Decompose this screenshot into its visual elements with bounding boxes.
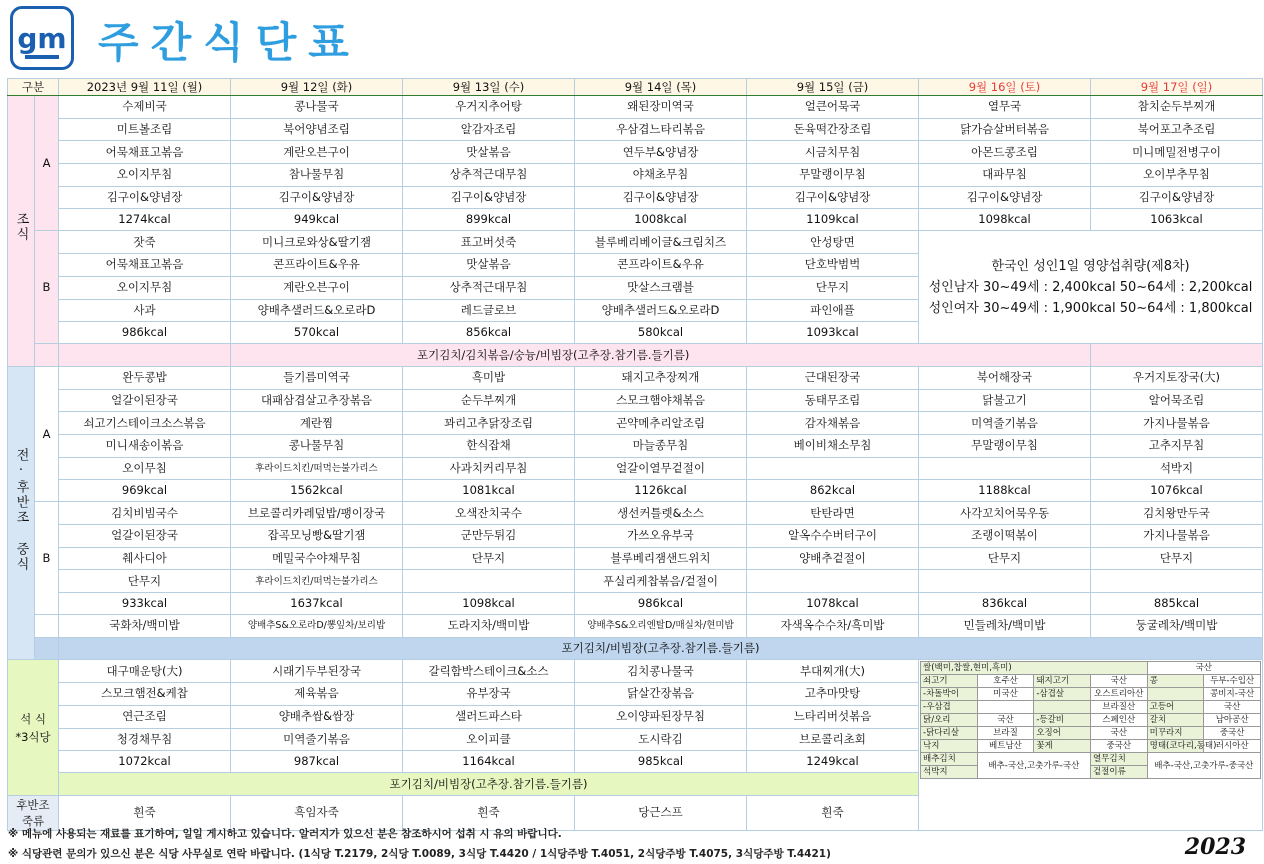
menu-item: 췌사디아 <box>59 547 231 570</box>
kcal-value: 1637kcal <box>231 593 403 615</box>
menu-item: 미니새송이볶음 <box>59 434 231 457</box>
menu-item: 레드글로브 <box>403 299 575 322</box>
menu-item: 파인애플 <box>747 299 919 322</box>
menu-item: 미트볼조림 <box>59 118 231 141</box>
menu-item: 무말랭이무침 <box>747 164 919 187</box>
menu-item: 완두콩밥 <box>59 366 231 389</box>
menu-item: 블루베리잼샌드위치 <box>575 547 747 570</box>
menu-item: 마늘종무침 <box>575 434 747 457</box>
menu-item: 느타리버섯볶음 <box>747 705 919 728</box>
porridge-item: 흰죽 <box>403 795 575 830</box>
origin-cell: 러시아산 <box>1204 740 1261 753</box>
menu-item: 탄탄라면 <box>747 502 919 525</box>
menu-item: 고추마맛탕 <box>747 683 919 706</box>
table-row <box>8 525 1263 548</box>
menu-item <box>403 570 575 593</box>
origin-cell: 돼지고기 <box>1034 675 1091 688</box>
kcal-value: 1098kcal <box>919 209 1091 231</box>
menu-item: 얼갈이된장국 <box>59 525 231 548</box>
nutrition-male: 성인남자 30~49세 : 2,400kcal 50~64세 : 2,200kcal <box>928 279 1253 295</box>
menu-item: 미니메밀전병구이 <box>1091 141 1263 164</box>
menu-item: 연근조림 <box>59 705 231 728</box>
group-label-B: B <box>35 502 59 615</box>
menu-item: 참치순두부찌개 <box>1091 96 1263 119</box>
menu-item: 김치콩나물국 <box>575 660 747 683</box>
menu-item <box>747 457 919 480</box>
menu-item: 돼지고추장찌개 <box>575 366 747 389</box>
menu-item: 단무지 <box>59 570 231 593</box>
origin-cell: -삼겹살 <box>1034 688 1091 701</box>
table-row <box>8 96 1263 119</box>
day-header: 9월 12일 (화) <box>231 79 403 96</box>
menu-item: 수제비국 <box>59 96 231 119</box>
menu-item: 김구이&양념장 <box>403 186 575 209</box>
kcal-value: 933kcal <box>59 593 231 615</box>
table-row <box>8 164 1263 187</box>
menu-item: 오이양파된장무침 <box>575 705 747 728</box>
menu-item: 김치왕만두국 <box>1091 502 1263 525</box>
porridge-item: 당근스프 <box>575 795 747 830</box>
menu-item: 조랭이떡볶이 <box>919 525 1091 548</box>
menu-item: 블루베리베이글&크림치즈 <box>575 231 747 254</box>
menu-item: 후라이드치킨/떠먹는불가리스 <box>231 457 403 480</box>
porridge-item: 흑임자죽 <box>231 795 403 830</box>
table-row <box>8 118 1263 141</box>
menu-item: 대패삼겹살고추장볶음 <box>231 389 403 412</box>
origin-cell: -닭다리살 <box>921 727 978 740</box>
porridge-item: 흰죽 <box>59 795 231 830</box>
origin-cell: 베트남산 <box>977 740 1034 753</box>
kcal-value: 987kcal <box>231 751 403 773</box>
menu-item: 김구이&양념장 <box>59 186 231 209</box>
kcal-value: 1081kcal <box>403 480 575 502</box>
menu-item: 메밀국수야채무침 <box>231 547 403 570</box>
origin-cell: 국산 <box>1090 727 1147 740</box>
origin-cell: 국산 <box>977 714 1034 727</box>
origin-cell: 쇠고기 <box>921 675 978 688</box>
day-header: 9월 13일 (수) <box>403 79 575 96</box>
origin-cell: 고등어 <box>1147 701 1204 714</box>
menu-item <box>919 570 1091 593</box>
origin-cell: 중국산 <box>1090 740 1147 753</box>
menu-item: 유부장국 <box>403 683 575 706</box>
menu-item: 어묵채표고볶음 <box>59 254 231 277</box>
table-row <box>8 209 1263 231</box>
origin-cell: 콩비지-국산 <box>1204 688 1261 701</box>
nutrition-title: 한국인 성인1일 영양섭취량(제8차) <box>991 258 1190 274</box>
table-row <box>8 637 1263 660</box>
menu-item: 잣죽 <box>59 231 231 254</box>
kcal-value: 1076kcal <box>1091 480 1263 502</box>
group-label-A: A <box>35 366 59 501</box>
section-label: 전·후반조 중식 <box>13 447 29 572</box>
menu-item: 북어해장국 <box>919 366 1091 389</box>
menu-item: 열무국 <box>919 96 1091 119</box>
menu-item: 우거지추어탕 <box>403 96 575 119</box>
page-header <box>8 4 608 74</box>
notes <box>8 824 831 864</box>
menu-item: 오이무침 <box>59 457 231 480</box>
menu-item: 양배추샐러드&오로라D <box>231 299 403 322</box>
tea-rice: 자색옥수수차/흑미밥 <box>747 615 919 638</box>
origin-cell <box>1147 688 1204 701</box>
menu-item: 대구매운탕(大) <box>59 660 231 683</box>
kcal-value: 1109kcal <box>747 209 919 231</box>
menu-item: 맛살볶음 <box>403 254 575 277</box>
logo-text: gm <box>17 21 67 55</box>
menu-item <box>747 570 919 593</box>
table-row <box>8 593 1263 615</box>
kcal-value: 1072kcal <box>59 751 231 773</box>
menu-item: 김구이&양념장 <box>231 186 403 209</box>
menu-item: 양배추겉절이 <box>747 547 919 570</box>
kcal-value: 1164kcal <box>403 751 575 773</box>
menu-item: 미니크로와상&딸기잼 <box>231 231 403 254</box>
spacer-cell <box>59 344 231 367</box>
tea-rice: 양배추S&오리엔탈D/매실차/현미밥 <box>575 615 747 638</box>
nutrition-info <box>919 231 1263 344</box>
origin-cell: 미꾸라지 <box>1147 727 1204 740</box>
signature-2023: 2023 <box>1184 834 1246 860</box>
day-header: 9월 14일 (목) <box>575 79 747 96</box>
menu-item: 샐러드파스타 <box>403 705 575 728</box>
origin-cell: 꽃게 <box>1034 740 1091 753</box>
menu-item: 제육볶음 <box>231 683 403 706</box>
kcal-value: 1098kcal <box>403 593 575 615</box>
menu-item: 생선커틀렛&소스 <box>575 502 747 525</box>
menu-item: 브로콜리카레덮밥/팽이장국 <box>231 502 403 525</box>
origin-cell: 국산 <box>1204 701 1261 714</box>
origin-cell: 갈치 <box>1147 714 1204 727</box>
kcal-value: 1274kcal <box>59 209 231 231</box>
tea-rice: 민들레차/백미밥 <box>919 615 1091 638</box>
menu-item: 계란오븐구이 <box>231 141 403 164</box>
menu-item: 동태무조림 <box>747 389 919 412</box>
menu-item: 단무지 <box>747 276 919 299</box>
table-row <box>8 231 1263 254</box>
porridge-item: 흰죽 <box>747 795 919 830</box>
menu-item: 안성탕면 <box>747 231 919 254</box>
menu-item: 표고버섯죽 <box>403 231 575 254</box>
menu-item: 오이피클 <box>403 728 575 751</box>
menu-item: 김치비빔국수 <box>59 502 231 525</box>
menu-item: 오이지무침 <box>59 164 231 187</box>
origin-table <box>919 660 1263 830</box>
menu-item: 대파무침 <box>919 164 1091 187</box>
menu-item: 닭살간장볶음 <box>575 683 747 706</box>
menu-item: 들기름미역국 <box>231 366 403 389</box>
menu-item: 꽈리고추닭장조림 <box>403 412 575 435</box>
kcal-value: 885kcal <box>1091 593 1263 615</box>
origin-cell <box>1034 701 1091 714</box>
page-title: 주간식단표 <box>98 18 361 67</box>
spacer-cell <box>35 615 59 638</box>
table-row <box>8 141 1263 164</box>
menu-item: 왜된장미역국 <box>575 96 747 119</box>
table-row <box>8 660 1263 683</box>
menu-item: 후라이드치킨/떠먹는불가리스 <box>231 570 403 593</box>
table-row <box>8 186 1263 209</box>
menu-item: 무말랭이무침 <box>919 434 1091 457</box>
header-label: 구분 <box>8 79 59 96</box>
menu-item: 계란찜 <box>231 412 403 435</box>
note-contact: ※ 식당관련 문의가 있으신 분은 식당 사무실로 연락 바랍니다. (1식당 T.2179, 2식당 T.0089, 3식당 T.4420 / 1식당주방 T.4051, 2식당주방 T.4075, 3식당주방 T.4421) <box>8 848 831 860</box>
menu-item: 닭불고기 <box>919 389 1091 412</box>
menu-item: 베이비채소무침 <box>747 434 919 457</box>
menu-item: 흑미밥 <box>403 366 575 389</box>
origin-info <box>920 661 1261 779</box>
origin-value: 배추-국산,고춧가루-국산 <box>977 753 1090 779</box>
menu-item: 단무지 <box>1091 547 1263 570</box>
lunch-common: 포기김치/비빔장(고추장.참기름.들기름) <box>59 637 1263 660</box>
menu-item: 가쓰오유부국 <box>575 525 747 548</box>
table-row <box>8 366 1263 389</box>
menu-item: 닭가슴살버터볶음 <box>919 118 1091 141</box>
origin-label: 석박지 <box>921 766 978 779</box>
section-dinner: 석 식 *3식당 <box>8 660 59 795</box>
spacer-cell <box>35 637 59 660</box>
origin-cell: -우삼겹 <box>921 701 978 714</box>
table-row <box>8 344 1263 367</box>
kcal-value: 985kcal <box>575 751 747 773</box>
menu-item: 알어묵조림 <box>1091 389 1263 412</box>
menu-item: 오색잔치국수 <box>403 502 575 525</box>
menu-item: 순두부찌개 <box>403 389 575 412</box>
table-row <box>8 547 1263 570</box>
kcal-value: 1249kcal <box>747 751 919 773</box>
menu-item: 김구이&양념장 <box>747 186 919 209</box>
dinner-common: 포기김치/비빔장(고추장.참기름.들기름) <box>59 773 919 796</box>
tea-rice: 양배추S&오로라D/뽕잎차/보리밥 <box>231 615 403 638</box>
menu-item: 참나물무침 <box>231 164 403 187</box>
kcal-value: 580kcal <box>575 322 747 344</box>
table-row <box>8 502 1263 525</box>
menu-item: 김구이&양념장 <box>575 186 747 209</box>
kcal-value: 1188kcal <box>919 480 1091 502</box>
menu-item <box>1091 570 1263 593</box>
origin-cell: 중국산 <box>1204 727 1261 740</box>
kcal-value: 969kcal <box>59 480 231 502</box>
table-row <box>8 615 1263 638</box>
origin-cell: 콩 <box>1147 675 1204 688</box>
day-header: 2023년 9월 11일 (월) <box>59 79 231 96</box>
origin-cell: 오징어 <box>1034 727 1091 740</box>
menu-item: 김구이&양념장 <box>919 186 1091 209</box>
menu-item: 스모크햄전&케찹 <box>59 683 231 706</box>
origin-value: 배추-국산,고춧가루-중국산 <box>1147 753 1260 779</box>
table-row <box>8 457 1263 480</box>
kcal-value: 570kcal <box>231 322 403 344</box>
table-row <box>8 79 1263 96</box>
menu-item: 얼갈이된장국 <box>59 389 231 412</box>
menu-item: 콩나물국 <box>231 96 403 119</box>
menu-item: 오이부추무침 <box>1091 164 1263 187</box>
menu-item: 스모크햄야채볶음 <box>575 389 747 412</box>
day-header: 9월 16일 (토) <box>919 79 1091 96</box>
menu-item: 상추적근대무침 <box>403 164 575 187</box>
menu-item: 아몬드콩조림 <box>919 141 1091 164</box>
menu-item: 오이지무침 <box>59 276 231 299</box>
menu-item: 콩나물무침 <box>231 434 403 457</box>
menu-item: 우거지토장국(大) <box>1091 366 1263 389</box>
menu-item: 미역줄기볶음 <box>231 728 403 751</box>
tea-rice: 둥굴레차/백미밥 <box>1091 615 1263 638</box>
kcal-value: 836kcal <box>919 593 1091 615</box>
origin-label: 배추김치 <box>921 753 978 766</box>
company-logo <box>10 6 74 70</box>
menu-item: 사과치커리무침 <box>403 457 575 480</box>
menu-item: 쇠고기스테이크소스볶음 <box>59 412 231 435</box>
menu-item: 북어포고추조림 <box>1091 118 1263 141</box>
origin-cell <box>977 701 1034 714</box>
menu-item: 청경채무침 <box>59 728 231 751</box>
menu-item: 우삼겹느타리볶음 <box>575 118 747 141</box>
menu-item: 잡곡모닝빵&딸기잼 <box>231 525 403 548</box>
section-breakfast <box>8 96 35 367</box>
menu-item: 감자채볶음 <box>747 412 919 435</box>
menu-item: 김구이&양념장 <box>1091 186 1263 209</box>
menu-item: 푸실리케찹볶음/겉절이 <box>575 570 747 593</box>
menu-item: 부대찌개(大) <box>747 660 919 683</box>
menu-item: 군만두튀김 <box>403 525 575 548</box>
tea-rice: 도라지차/백미밥 <box>403 615 575 638</box>
origin-cell: 낙지 <box>921 740 978 753</box>
kcal-value: 856kcal <box>403 322 575 344</box>
menu-item: 시래기두부된장국 <box>231 660 403 683</box>
breakfast-common: 포기김치/김치볶음/숭늉/비빔장(고추장.참기름.들기름) <box>231 344 1091 367</box>
origin-cell: 닭/오리 <box>921 714 978 727</box>
table-row <box>8 412 1263 435</box>
kcal-value: 899kcal <box>403 209 575 231</box>
day-header: 9월 15일 (금) <box>747 79 919 96</box>
section-latenight: 후반조 죽류 <box>8 795 59 830</box>
group-label-B: B <box>35 231 59 344</box>
menu-item: 시금치무침 <box>747 141 919 164</box>
origin-cell: 호주산 <box>977 675 1034 688</box>
menu-item: 얼갈이열무겉절이 <box>575 457 747 480</box>
origin-cell: -등갈비 <box>1034 714 1091 727</box>
menu-item: 맛살스크램블 <box>575 276 747 299</box>
nutrition-female: 성인여자 30~49세 : 1,900kcal 50~64세 : 1,800kcal <box>928 300 1253 316</box>
kcal-value: 1078kcal <box>747 593 919 615</box>
note-allergy: ※ 메뉴에 사용되는 재료를 표기하여, 일일 게시하고 있습니다. 알러지가 있으신 분은 참조하시어 섭취 시 유의 바랍니다. <box>8 828 562 840</box>
day-header: 9월 17일 (일) <box>1091 79 1263 96</box>
menu-item: 얼큰어묵국 <box>747 96 919 119</box>
kcal-value: 986kcal <box>59 322 231 344</box>
menu-item: 사각꼬치어묵우동 <box>919 502 1091 525</box>
menu-item: 단호박범벅 <box>747 254 919 277</box>
kcal-value: 1093kcal <box>747 322 919 344</box>
menu-item: 도시락김 <box>575 728 747 751</box>
menu-item: 단무지 <box>403 547 575 570</box>
menu-item: 미역줄기볶음 <box>919 412 1091 435</box>
section-lunch <box>8 366 35 660</box>
menu-item: 양배추쌈&쌈장 <box>231 705 403 728</box>
origin-cell: 오스트리아산 <box>1090 688 1147 701</box>
menu-item: 콘프라이트&우유 <box>575 254 747 277</box>
menu-item: 한식잡채 <box>403 434 575 457</box>
menu-item: 갈릭함박스테이크&소스 <box>403 660 575 683</box>
menu-item: 석박지 <box>1091 457 1263 480</box>
menu-item <box>919 457 1091 480</box>
kcal-value: 1562kcal <box>231 480 403 502</box>
table-row <box>8 570 1263 593</box>
menu-item: 알감자조림 <box>403 118 575 141</box>
menu-item: 단무지 <box>919 547 1091 570</box>
table-row <box>8 389 1263 412</box>
table-row <box>8 480 1263 502</box>
menu-item: 야채초무침 <box>575 164 747 187</box>
table-row <box>8 434 1263 457</box>
weekly-menu-table <box>7 78 1263 831</box>
origin-value: 국산 <box>1147 662 1260 675</box>
menu-item: 계란오븐구이 <box>231 276 403 299</box>
menu-item: 연두부&양념장 <box>575 141 747 164</box>
kcal-value: 1126kcal <box>575 480 747 502</box>
menu-item: 가지나물볶음 <box>1091 525 1263 548</box>
menu-item: 맛살볶음 <box>403 141 575 164</box>
section-label: 조식 <box>13 212 29 243</box>
menu-item: 어묵채표고볶음 <box>59 141 231 164</box>
origin-label: 쌀(백미,찹쌀,현미,흑미) <box>921 662 1148 675</box>
menu-item: 가지나물볶음 <box>1091 412 1263 435</box>
kcal-value: 986kcal <box>575 593 747 615</box>
menu-item: 고추지무침 <box>1091 434 1263 457</box>
menu-item: 알옥수수버터구이 <box>747 525 919 548</box>
kcal-value: 1008kcal <box>575 209 747 231</box>
group-label-A: A <box>35 96 59 231</box>
menu-item: 북어양념조림 <box>231 118 403 141</box>
kcal-value: 1063kcal <box>1091 209 1263 231</box>
origin-cell: 브라질 <box>977 727 1034 740</box>
menu-item: 양배추샐러드&오로라D <box>575 299 747 322</box>
kcal-value: 862kcal <box>747 480 919 502</box>
origin-cell: 미국산 <box>977 688 1034 701</box>
origin-cell: 남아공산 <box>1204 714 1261 727</box>
spacer-cell <box>1091 344 1263 367</box>
menu-item: 상추적근대무침 <box>403 276 575 299</box>
origin-cell: 스페인산 <box>1090 714 1147 727</box>
kcal-value: 949kcal <box>231 209 403 231</box>
menu-item: 근대된장국 <box>747 366 919 389</box>
origin-label: 열무김치 <box>1090 753 1147 766</box>
origin-label: 겉절이류 <box>1090 766 1147 779</box>
menu-item: 곤약메추리알조림 <box>575 412 747 435</box>
origin-cell: 명태(코다리,동태) <box>1147 740 1204 753</box>
menu-item: 브로콜리초회 <box>747 728 919 751</box>
menu-item: 콘프라이트&우유 <box>231 254 403 277</box>
menu-item: 사과 <box>59 299 231 322</box>
breakfast-common-spacer <box>35 344 59 367</box>
origin-cell: 국산 <box>1090 675 1147 688</box>
tea-rice: 국화차/백미밥 <box>59 615 231 638</box>
menu-item: 돈육떡간장조림 <box>747 118 919 141</box>
origin-cell: 두부-수입산 <box>1204 675 1261 688</box>
origin-cell: 브라질산 <box>1090 701 1147 714</box>
origin-cell: -차돌박이 <box>921 688 978 701</box>
